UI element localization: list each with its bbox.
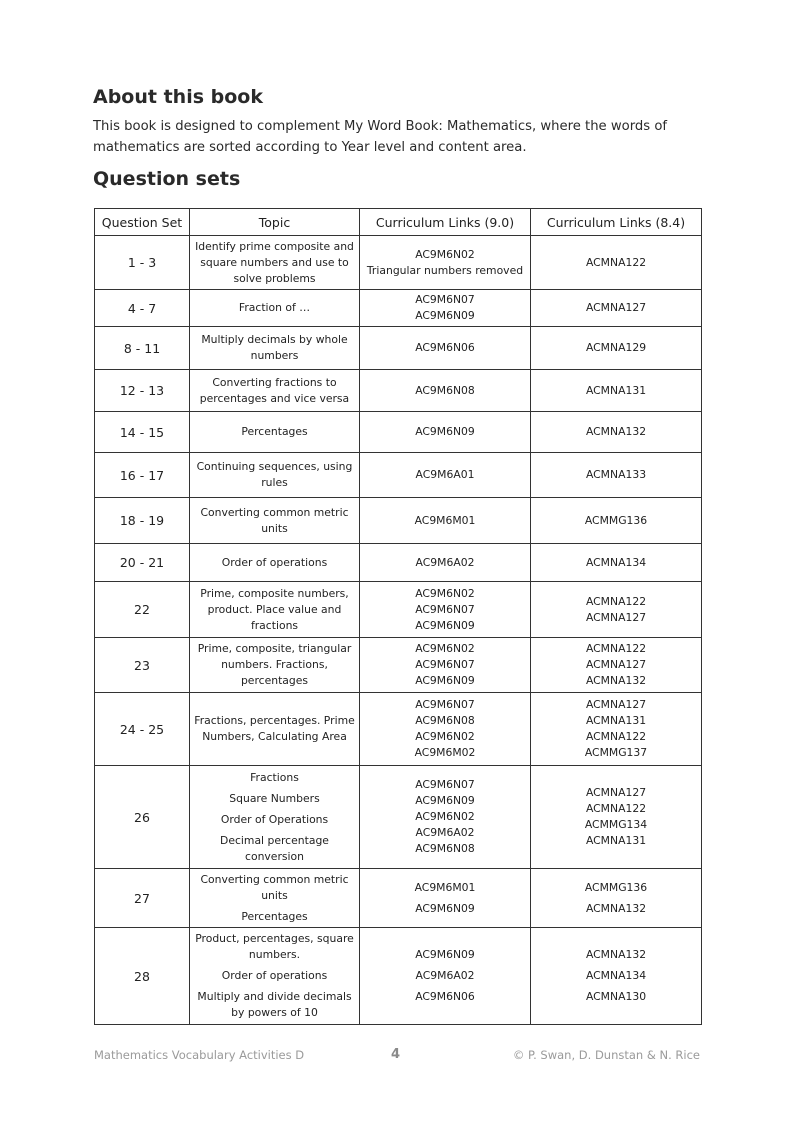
question-set-cell: 23 (95, 638, 190, 693)
question-set-cell: 28 (95, 928, 190, 1025)
curriculum-9-cell (360, 453, 531, 498)
curriculum-code: AC9M6M02 (414, 746, 476, 759)
curriculum-code: AC9M6N07 (415, 602, 475, 616)
table-row (95, 693, 702, 766)
curriculum-9-cell (360, 412, 531, 453)
topic-cell (190, 498, 360, 544)
curriculum-84-cell (531, 582, 702, 638)
column-header-topic: Topic (190, 209, 360, 236)
curriculum-84-cell (531, 766, 702, 869)
table-row (95, 236, 702, 290)
curriculum-code: AC9M6N07 (415, 293, 475, 306)
page-number: 4 (391, 1047, 401, 1062)
curriculum-code: AC9M6N08 (415, 842, 475, 855)
curriculum-84-cell (531, 693, 702, 766)
topic-item: Order of operations (221, 969, 328, 982)
table-row (95, 498, 702, 544)
curriculum-code: ACMMG136 (584, 880, 648, 894)
curriculum-code: AC9M6N02 (415, 810, 475, 823)
curriculum-9-cell (360, 290, 531, 327)
footer-title: Mathematics Vocabulary Activities D (94, 1048, 305, 1062)
table-row (95, 638, 702, 693)
curriculum-code: AC9M6N09 (415, 794, 475, 807)
curriculum-code: AC9M6N02 (415, 247, 475, 261)
curriculum-code: ACMNA131 (585, 834, 647, 847)
curriculum-code: ACMNA129 (585, 341, 647, 354)
column-header-curriculum-9: Curriculum Links (9.0) (360, 209, 531, 236)
curriculum-code: ACMNA132 (585, 948, 647, 961)
table-row (95, 453, 702, 498)
column-header-curriculum-84: Curriculum Links (8.4) (531, 209, 702, 236)
curriculum-code: ACMNA131 (585, 714, 647, 727)
curriculum-84-cell (531, 498, 702, 544)
topic-item: Identify prime composite and square numbers and use to solve problems (195, 239, 354, 285)
topic-item: Prime, composite, triangular numbers. Fractions, percentages (197, 642, 352, 687)
question-set-cell: 26 (95, 766, 190, 869)
topic-cell (190, 290, 360, 327)
topic-item: Converting fractions to percentages and vice versa (199, 375, 350, 405)
curriculum-code: AC9M6A01 (415, 468, 475, 481)
curriculum-84-cell (531, 370, 702, 412)
curriculum-84-cell (531, 869, 702, 928)
topic-item: Percentages (241, 425, 308, 438)
curriculum-9-cell (360, 928, 531, 1025)
curriculum-code: ACMNA133 (585, 468, 647, 481)
curriculum-84-cell (531, 290, 702, 327)
curriculum-code: AC9M6N02 (415, 642, 475, 655)
curriculum-code: AC9M6N07 (415, 658, 475, 671)
topic-cell (190, 412, 360, 453)
question-set-cell: 4 - 7 (95, 290, 190, 327)
curriculum-code: AC9M6A02 (415, 969, 475, 982)
curriculum-code: ACMNA122 (585, 802, 647, 815)
curriculum-code: AC9M6A02 (415, 826, 475, 839)
table-body (95, 236, 702, 1025)
topic-item: Fraction of … (238, 301, 311, 314)
question-set-cell: 24 - 25 (95, 693, 190, 766)
question-set-cell: 22 (95, 582, 190, 638)
topic-cell (190, 453, 360, 498)
curriculum-code: Triangular numbers removed (366, 263, 524, 277)
curriculum-9-cell (360, 370, 531, 412)
curriculum-code: AC9M6N08 (415, 383, 475, 397)
table-row (95, 412, 702, 453)
topic-item: Square Numbers (229, 791, 320, 805)
column-header-question-set: Question Set (95, 209, 190, 236)
about-heading: About this book (93, 86, 263, 108)
curriculum-code: ACMNA127 (585, 698, 647, 711)
curriculum-code: ACMNA134 (585, 555, 647, 569)
curriculum-9-cell (360, 869, 531, 928)
curriculum-code: ACMNA130 (585, 990, 647, 1003)
question-set-cell: 18 - 19 (95, 498, 190, 544)
curriculum-code: ACMNA122 (585, 642, 647, 655)
topic-item: Percentages (241, 909, 308, 923)
curriculum-9-cell (360, 327, 531, 370)
table-row (95, 370, 702, 412)
topic-item: Continuing sequences, using rules (196, 460, 353, 489)
question-set-cell: 1 - 3 (95, 236, 190, 290)
table-header-row (95, 209, 702, 236)
curriculum-84-cell (531, 236, 702, 290)
curriculum-9-cell (360, 582, 531, 638)
curriculum-code: ACMNA132 (585, 901, 647, 915)
curriculum-code: AC9M6N02 (415, 730, 475, 743)
topic-cell (190, 582, 360, 638)
topic-cell (190, 544, 360, 582)
curriculum-code: ACMMG134 (584, 818, 648, 831)
curriculum-code: ACMNA127 (585, 610, 647, 624)
topic-item: Product, percentages, square numbers. (195, 932, 354, 961)
topic-item: Multiply decimals by whole numbers (201, 333, 348, 362)
table-row (95, 869, 702, 928)
question-set-cell: 27 (95, 869, 190, 928)
curriculum-84-cell (531, 638, 702, 693)
topic-item: Order of operations (221, 555, 328, 569)
curriculum-code: AC9M6A02 (415, 555, 475, 569)
curriculum-code: ACMNA127 (585, 301, 647, 314)
curriculum-9-cell (360, 638, 531, 693)
curriculum-code: ACMNA122 (585, 594, 647, 608)
curriculum-84-cell (531, 327, 702, 370)
curriculum-9-cell (360, 498, 531, 544)
topic-cell (190, 327, 360, 370)
curriculum-code: ACMNA122 (585, 255, 647, 269)
curriculum-code: AC9M6N09 (415, 618, 475, 632)
topic-item: Order of Operations (220, 812, 329, 826)
curriculum-code: AC9M6M01 (414, 513, 476, 527)
question-set-cell: 12 - 13 (95, 370, 190, 412)
curriculum-code: AC9M6N06 (415, 990, 475, 1003)
curriculum-code: AC9M6N02 (415, 586, 475, 600)
table-row (95, 582, 702, 638)
table-row (95, 544, 702, 582)
curriculum-9-cell (360, 544, 531, 582)
curriculum-code: AC9M6M01 (414, 880, 476, 894)
curriculum-code: AC9M6N09 (415, 309, 475, 322)
curriculum-code: ACMNA132 (585, 425, 647, 438)
question-set-cell: 20 - 21 (95, 544, 190, 582)
curriculum-84-cell (531, 412, 702, 453)
curriculum-84-cell (531, 453, 702, 498)
curriculum-9-cell (360, 766, 531, 869)
topic-item: Prime, composite numbers, product. Place value and fractions (200, 586, 349, 632)
curriculum-9-cell (360, 693, 531, 766)
curriculum-code: AC9M6N09 (415, 674, 475, 687)
curriculum-code: ACMNA134 (585, 969, 647, 982)
curriculum-code: ACMNA122 (585, 730, 647, 743)
topic-item: Converting common metric units (200, 505, 349, 535)
topic-item: Multiply and divide decimals by powers of 10 (197, 990, 352, 1019)
curriculum-84-cell (531, 928, 702, 1025)
curriculum-code: AC9M6N07 (415, 778, 475, 791)
table-row (95, 327, 702, 370)
about-text: This book is designed to complement My Word Book: Mathematics, where the words of mathematics are sorted according to Year level and content area. (93, 119, 668, 155)
topic-cell (190, 928, 360, 1025)
topic-cell (190, 693, 360, 766)
curriculum-code: AC9M6N09 (415, 901, 475, 915)
topic-item: Decimal percentage conversion (220, 833, 329, 863)
curriculum-code: ACMNA131 (585, 383, 647, 397)
curriculum-code: ACMNA127 (585, 786, 647, 799)
topic-cell (190, 766, 360, 869)
curriculum-code: AC9M6N07 (415, 698, 475, 711)
curriculum-84-cell (531, 544, 702, 582)
topic-item: Fractions (250, 770, 299, 784)
question-set-cell: 16 - 17 (95, 453, 190, 498)
curriculum-code: AC9M6N08 (415, 714, 475, 727)
curriculum-code: AC9M6N09 (415, 948, 475, 961)
table-row (95, 928, 702, 1025)
topic-cell (190, 236, 360, 290)
topic-cell (190, 638, 360, 693)
curriculum-code: AC9M6N06 (415, 341, 475, 354)
table-row (95, 766, 702, 869)
question-set-cell: 8 - 11 (95, 327, 190, 370)
question-sets-table (94, 208, 702, 1025)
topic-cell (190, 370, 360, 412)
topic-item: Converting common metric units (200, 872, 349, 902)
curriculum-code: AC9M6N09 (415, 425, 475, 438)
curriculum-code: ACMNA127 (585, 658, 647, 671)
topic-item: Fractions, percentages. Prime Numbers, Calculating Area (194, 714, 355, 743)
topic-cell (190, 869, 360, 928)
curriculum-9-cell (360, 236, 531, 290)
table-row (95, 290, 702, 327)
curriculum-code: ACMNA132 (585, 674, 647, 687)
question-set-cell: 14 - 15 (95, 412, 190, 453)
footer-copyright: © P. Swan, D. Dunstan & N. Rice (512, 1048, 700, 1062)
question-sets-heading: Question sets (93, 168, 241, 190)
curriculum-code: ACMMG137 (584, 746, 648, 759)
curriculum-code: ACMMG136 (584, 513, 648, 527)
